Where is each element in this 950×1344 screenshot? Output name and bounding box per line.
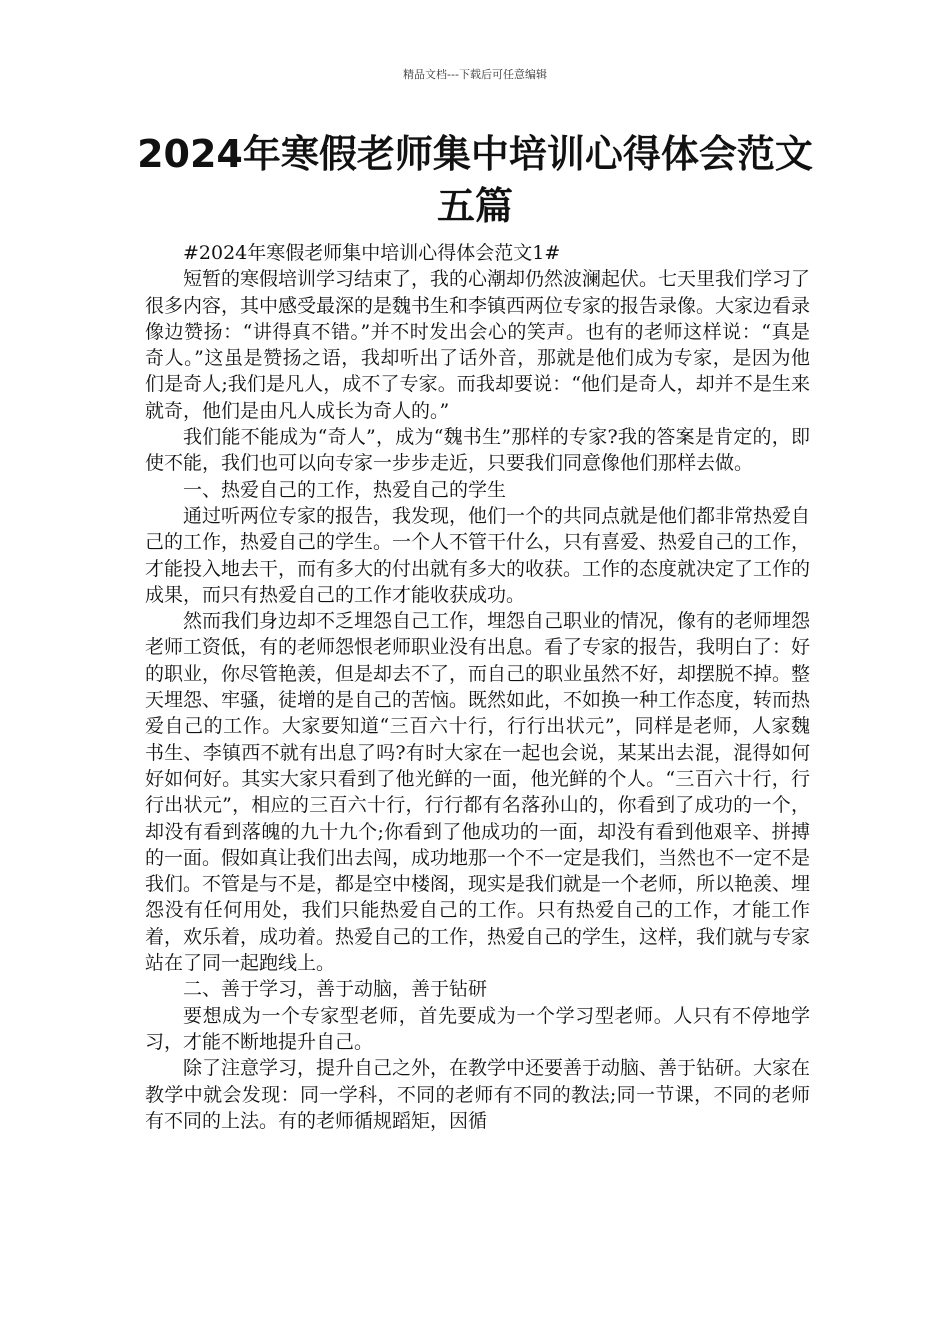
page-header: 精品文档---下载后可任意编辑 xyxy=(403,68,547,81)
paragraph: 除了注意学习，提升自己之外，在教学中还要善于动脑、善于钻研。大家在教学中就会发现：同一学科，不同的老师有不同的教法;同一节课，不同的老师有不同的上法。有的老师循规蹈矩，因循 xyxy=(145,1057,811,1132)
paragraph: 我们能不能成为“奇人”，成为“魏书生”那样的专家?我的答案是肯定的，即使不能，我们也可以向专家一步步走近，只要我们同意像他们那样去做。 xyxy=(145,426,810,475)
document-body xyxy=(145,240,810,1134)
paragraph: 要想成为一个专家型老师，首先要成为一个学习型老师。人只有不停地学习，才能不断地提升自己。 xyxy=(145,1004,810,1053)
section-heading-essay-1: #2024年寒假老师集中培训心得体会范文1# xyxy=(183,242,561,264)
document-title: 2024年寒假老师集中培训心得体会范文五篇 xyxy=(137,132,813,228)
paragraph: 短暂的寒假培训学习结束了，我的心潮却仍然波澜起伏。七天里我们学习了很多内容，其中感受最深的是魏书生和李镇西两位专家的报告录像。大家边看录像边赞扬：“讲得真不错。”并不时发出会心的笑声。也有的老师这样说：“真是奇人。”这虽是赞扬之语，我却听出了话外音，那就是他们成为专家，是因为他们是奇人;我们是凡人，成不了专家。而我却要说：“他们是奇人，却并不是生来就奇，他们是由凡人成长为奇人的。” xyxy=(145,268,811,422)
subheading-love-work: 一、热爱自己的工作，热爱自己的学生 xyxy=(183,478,507,501)
subheading-learning: 二、善于学习，善于动脑，善于钻研 xyxy=(183,978,488,1001)
paragraph: 然而我们身边却不乏埋怨自己工作，埋怨自己职业的情况，像有的老师埋怨老师工资低，有的老师怨恨老师职业没有出息。看了专家的报告，我明白了：好的职业，你尽管艳羡，但是却去不了，而自己的职业虽然不好，却摆脱不掉。整天埋怨、牢骚，徒增的是自己的苦恼。既然如此，不如换一种工作态度，转而热爱自己的工作。大家要知道“三百六十行，行行出状元”，同样是老师，人家魏书生、李镇西不就有出息了吗?有时大家在一起也会说，某某出去混，混得如何好如何好。其实大家只看到了他光鲜的一面，他光鲜的个人。“三百六十行，行行出状元”，相应的三百六十行，行行都有名落孙山的，你看到了成功的一个，却没有看到落魄的九十九个;你看到了他成功的一面，却没有看到他艰辛、拼搏的一面。假如真让我们出去闯，成功地那一个不一定是我们，当然也不一定不是我们。不管是与不是，都是空中楼阁，现实是我们就是一个老师，所以艳羡、埋怨没有任何用处，我们只能热爱自己的工作。只有热爱自己的工作，才能工作着，欢乐着，成功着。热爱自己的工作，热爱自己的学生，这样，我们就与专家站在了同一起跑线上。 xyxy=(145,610,811,975)
paragraph: 通过听两位专家的报告，我发现，他们一个的共同点就是他们都非常热爱自己的工作，热爱自己的学生。一个人不管干什么，只有喜爱、热爱自己的工作，才能投入地去干，而有多大的付出就有多大的收获。工作的态度就决定了工作的成果，而只有热爱自己的工作才能收获成功。 xyxy=(145,504,811,606)
